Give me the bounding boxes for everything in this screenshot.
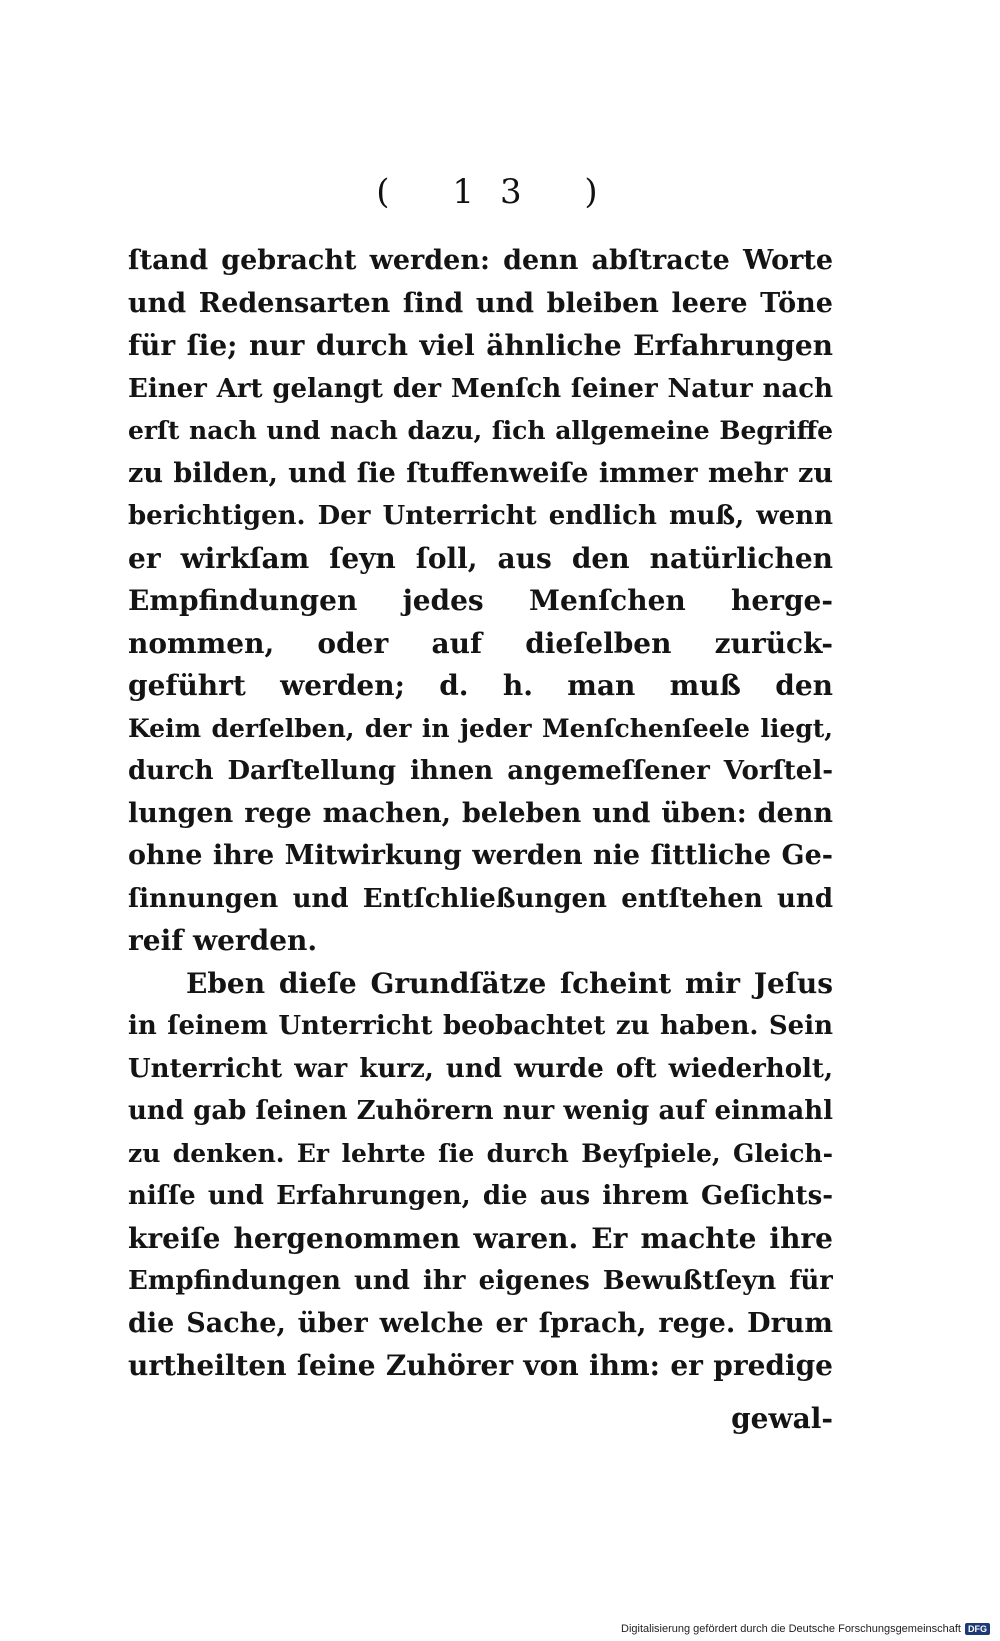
text-line: und gab ſeinen Zuhörern nur wenig auf einmahl	[128, 1096, 833, 1126]
text-line: und Redensarten ſind und bleiben leere Töne	[128, 287, 833, 319]
text-line: nommen, oder auf dieſelben zurück-	[128, 626, 833, 660]
text-line: ſinnungen und Entſchließungen entſtehen und	[128, 883, 833, 914]
text-line: Empfindungen jedes Menſchen herge-	[128, 584, 833, 617]
text-line: Einer Art gelangt der Menſch ſeiner Natur nach	[128, 373, 833, 404]
catchword: gewal-	[731, 1402, 833, 1435]
text-line: Keim derſelben, der in jeder Menſchenſeele liegt,	[128, 713, 833, 743]
text-line: reif werden.	[128, 924, 318, 957]
paragraph-start-line: Eben dieſe Grundſätze ſcheint mir Jeſus	[186, 966, 833, 1000]
text-line: zu denken. Er lehrte ſie durch Beyſpiele, Gleich-	[128, 1138, 833, 1168]
text-line: niſſe und Erfahrungen, die aus ihrem Geſichts-	[128, 1181, 833, 1211]
text-line: geführt werden; d. h. man muß den	[128, 669, 833, 702]
text-line: ſtand gebracht werden: denn abſtracte Worte	[128, 245, 833, 276]
text-line: kreiſe hergenommen waren. Er machte ihre	[128, 1221, 833, 1255]
text-line: er wirkſam ſeyn ſoll, aus den natürlichen	[128, 541, 833, 575]
text-line: ohne ihre Mitwirkung werden nie ſittliche Ge-	[128, 840, 833, 871]
page-number: ( 13 )	[376, 172, 624, 212]
text-line: berichtigen. Der Unterricht endlich muß, wenn	[128, 501, 833, 531]
text-line: Unterricht war kurz, und wurde oft wiederholt,	[128, 1053, 833, 1084]
text-line: urtheilten ſeine Zuhörer von ihm: er predige	[128, 1349, 833, 1382]
text-line: die Sache, über welche er ſprach, rege. Drum	[128, 1307, 833, 1339]
text-line: Empfindungen und ihr eigenes Bewußtſeyn für	[128, 1266, 833, 1296]
text-line: zu bilden, und ſie ſtuffenweiſe immer mehr zu	[128, 457, 833, 489]
text-line: in ſeinem Unterricht beobachtet zu haben. Sein	[128, 1011, 833, 1041]
digitization-credit	[621, 1623, 990, 1635]
body-text	[128, 240, 833, 1388]
dfg-logo-icon: DFG	[965, 1623, 990, 1635]
credit-text: Digitalisierung gefördert durch die Deutsche Forschungsgemeinschaft	[621, 1623, 961, 1635]
text-line: für ſie; nur durch viel ähnliche Erfahrungen	[128, 329, 833, 362]
text-line: erſt nach und nach dazu, ſich allgemeine Begriffe	[128, 416, 833, 445]
text-line: lungen rege machen, beleben und üben: denn	[128, 797, 833, 829]
text-line: durch Darſtellung ihnen angemeſſener Vorſtel-	[128, 756, 833, 786]
